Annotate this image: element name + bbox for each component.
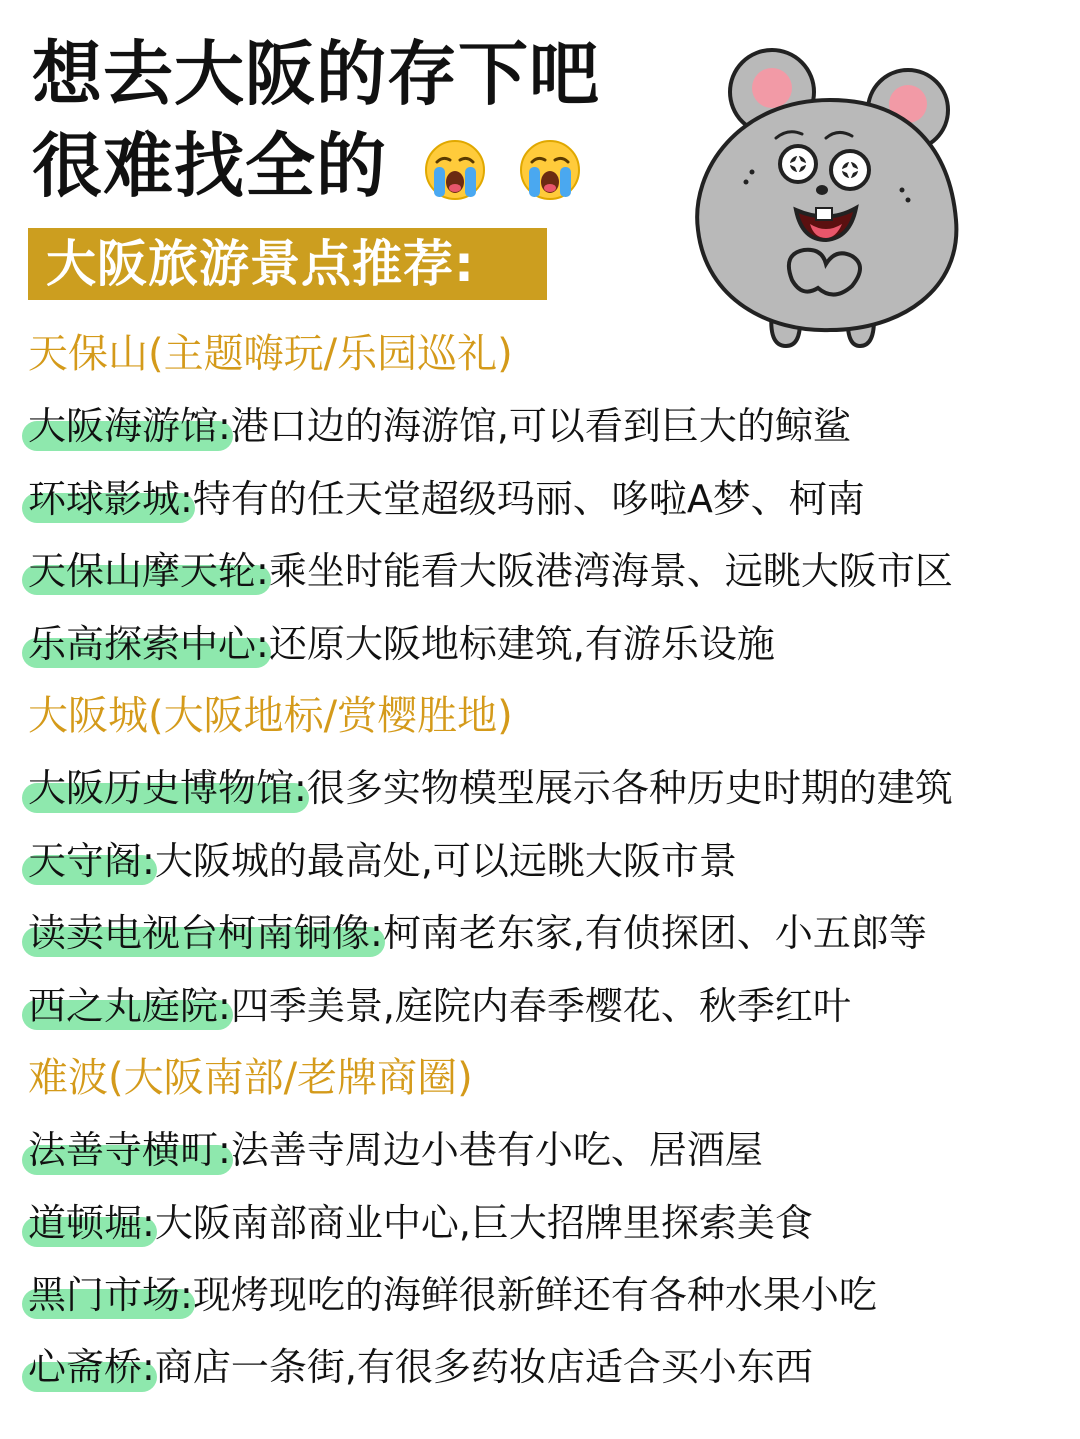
list-item: [28, 970, 1068, 1042]
item-desc: 还原大阪地标建筑,有游乐设施: [268, 621, 775, 666]
item-name: 环球影城:: [28, 463, 193, 535]
item-name: 法善寺横町:: [28, 1114, 231, 1186]
list-item: [28, 463, 1068, 535]
item-name: 西之丸庭院:: [28, 970, 231, 1042]
category-heading: 天保山(主题嗨玩/乐园巡礼): [28, 331, 513, 377]
attractions-list: [28, 318, 1068, 1404]
loudly-crying-face-icon: [518, 138, 582, 202]
item-desc: 现烤现吃的海鲜很新鲜还有各种水果小吃: [192, 1273, 877, 1318]
item-desc: 四季美景,庭院内春季樱花、秋季红叶: [230, 983, 851, 1028]
item-desc: 很多实物模型展示各种历史时期的建筑: [306, 766, 953, 811]
title-line-2: [32, 120, 692, 212]
item-name: 大阪海游馆:: [28, 390, 231, 462]
item-name: 道顿堀:: [28, 1187, 155, 1259]
category-heading: 大阪城(大阪地标/赏樱胜地): [28, 692, 513, 739]
item-name: 大阪历史博物馆:: [28, 752, 307, 824]
item-desc: 特有的任天堂超级玛丽、哆啦A梦、柯南: [192, 476, 865, 521]
mouse-mascot-icon: [680, 40, 970, 360]
item-name: 黑门市场:: [28, 1259, 193, 1331]
list-item: [28, 897, 1068, 969]
item-desc: 大阪南部商业中心,巨大招牌里探索美食: [154, 1200, 813, 1245]
item-desc: 港口边的海游馆,可以看到巨大的鲸鲨: [230, 404, 851, 449]
list-item: [28, 752, 1068, 824]
item-desc: 大阪城的最高处,可以远眺大阪市景: [154, 838, 737, 883]
list-item: [28, 1259, 1068, 1331]
item-name: 读卖电视台柯南铜像:: [28, 897, 383, 969]
title-line-2-text: 很难找全的: [32, 125, 387, 207]
title-line-1: 想去大阪的存下吧: [32, 33, 600, 115]
item-name: 心斋桥:: [28, 1331, 155, 1403]
list-item: [28, 1331, 1068, 1403]
item-desc: 柯南老东家,有侦探团、小五郎等: [382, 911, 927, 956]
section-banner: 大阪旅游景点推荐:: [28, 228, 547, 300]
item-name: 天守阁:: [28, 825, 155, 897]
list-item: [28, 825, 1068, 897]
loudly-crying-face-icon: [423, 138, 487, 202]
list-item: [28, 608, 1068, 680]
item-name: 乐高探索中心:: [28, 608, 269, 680]
item-desc: 乘坐时能看大阪港湾海景、远眺大阪市区: [268, 549, 953, 594]
list-item: [28, 535, 1068, 607]
page-title: [32, 28, 692, 212]
emoji-row: [423, 119, 588, 211]
list-item: [28, 390, 1068, 462]
list-item: [28, 1187, 1068, 1259]
list-item: [28, 1114, 1068, 1186]
item-name: 天保山摩天轮:: [28, 535, 269, 607]
item-desc: 商店一条街,有很多药妆店适合买小东西: [154, 1345, 813, 1390]
category-heading: 难波(大阪南部/老牌商圈): [28, 1054, 473, 1101]
item-desc: 法善寺周边小巷有小吃、居酒屋: [230, 1128, 763, 1173]
